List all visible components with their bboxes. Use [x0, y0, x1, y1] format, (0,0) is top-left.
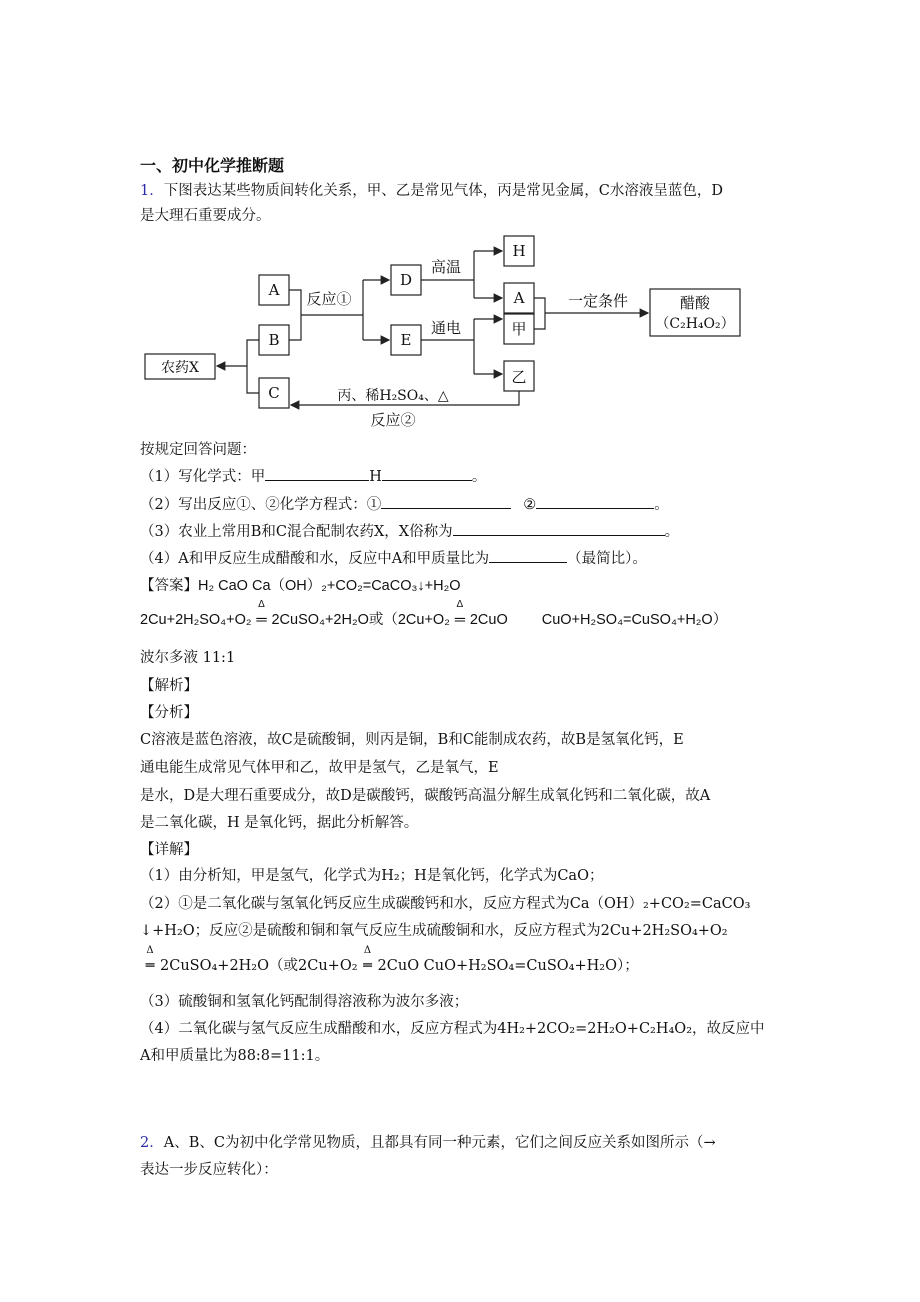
q1-number: 1． — [140, 183, 164, 199]
q1-prompt: 按规定回答问题： — [140, 442, 256, 458]
box-e-label: E — [400, 331, 412, 349]
box-jia-label: 甲 — [511, 320, 527, 338]
box-h-label: H — [512, 242, 526, 260]
blank-jia[interactable] — [265, 466, 369, 481]
answer-line-3: 波尔多液 11:1 — [140, 650, 236, 666]
q1-sub-4: （4）A和甲反应生成醋酸和水，反应中A和甲质量比为 （最简比）。 — [140, 548, 647, 569]
detail-4b: A和甲质量比为88:8=11:1。 — [140, 1048, 330, 1064]
box-c-label: C — [268, 384, 280, 402]
blank-h[interactable] — [382, 466, 472, 481]
label-electrolysis: 通电 — [430, 319, 462, 337]
q1-stem-line-2: 是大理石重要成分。 — [140, 208, 271, 224]
box-b-label: B — [268, 331, 280, 349]
detail-2c: Δ ═ 2CuSO₄+2H₂O（或2Cu+O₂ Δ ═ 2CuO CuO+H₂SO₄=CuSO₄+H₂O）； — [145, 945, 639, 974]
detail-2a: （2）①是二氧化碳与氢氧化钙反应生成碳酸钙和水，反应方程式为Ca（OH）₂+CO₂=CaCO₃ — [140, 896, 751, 912]
q1-sub-1: （1）写化学式：甲 H 。 — [140, 466, 486, 487]
box-yi-label: 乙 — [511, 368, 527, 386]
analysis-line-2: 通电能生成常见气体甲和乙，故甲是氢气，乙是氧气，E — [140, 760, 499, 776]
box-a-label: A — [268, 281, 280, 299]
analysis-header: 【解析】 — [140, 678, 198, 694]
label-reaction-2: 反应② — [370, 411, 416, 429]
reaction-diagram — [143, 234, 753, 434]
q1-stem-1: 下图表达某些物质间转化关系，甲、乙是常见气体，丙是常见金属，C水溶液呈蓝色，D — [163, 183, 723, 199]
detail-4a: （4）二氧化碳与氢气反应生成醋酸和水，反应方程式为4H₂+2CO₂=2H₂O+C₂H₄O₂，故反应中 — [140, 1021, 765, 1037]
box-acetic-acid-label: 醋酸 — [679, 294, 711, 312]
blank-reaction-2[interactable] — [536, 494, 654, 509]
box-pesticide-x-label: 农药X — [161, 360, 199, 376]
q1-stem-line-1 — [140, 181, 723, 201]
answer-line-2: 2Cu+2H₂SO₄+O₂ Δ ═ 2CuSO₄+2H₂O或（2Cu+O₂ Δ ═ 2CuO CuO+H₂SO₄=CuSO₄+H₂O） — [140, 599, 728, 628]
q2-stem-line-1: 2．A、B、C为初中化学常见物质，且都具有同一种元素，它们之间反应关系如图所示（→ — [140, 1135, 716, 1151]
blank-reaction-1[interactable] — [381, 494, 511, 509]
label-reaction-1: 反应① — [306, 290, 352, 308]
q2-stem-line-2: 表达一步反应转化）： — [140, 1162, 278, 1178]
label-high-temp: 高温 — [430, 258, 462, 276]
answer-line-1: 【答案】H₂ CaO Ca（OH）₂+CO₂=CaCO₃↓+H₂O — [140, 578, 461, 594]
analysis-line-1: C溶液是蓝色溶液，故C是硫酸铜，则丙是铜，B和C能制成农药，故B是氢氧化钙，E — [140, 732, 684, 748]
blank-mass-ratio[interactable] — [489, 548, 567, 563]
detail-2b: ↓+H₂O；反应②是硫酸和铜和氧气反应生成硫酸铜和水，反应方程式为2Cu+2H₂SO₄+O₂ — [140, 923, 728, 939]
detail-header: 【详解】 — [140, 842, 198, 858]
section-title: 一、初中化学推断题 — [140, 156, 285, 175]
acetic-acid-formula: （C₂H₄O₂） — [655, 316, 735, 332]
ab-bracket — [289, 290, 301, 340]
analysis-line-4: 是二氧化碳，H 是氧化钙，据此分析解答。 — [140, 815, 419, 831]
box-d-label: D — [399, 271, 413, 289]
q2-number: 2． — [140, 1135, 164, 1151]
analysis-line-3: 是水，D是大理石重要成分，故D是碳酸钙，碳酸钙高温分解生成氧化钙和二氧化碳，故A — [140, 788, 711, 804]
q1-sub-3: （3）农业上常用B和C混合配制农药X，X俗称为 。 — [140, 521, 679, 542]
q1-sub-2: （2）写出反应①、②化学方程式：① ② 。 — [140, 494, 669, 515]
blank-pesticide-name[interactable] — [453, 521, 665, 536]
bc-bracket — [247, 340, 259, 393]
fenxi-header: 【分析】 — [140, 705, 198, 721]
label-condition: 一定条件 — [567, 292, 629, 310]
a-jia-bracket — [534, 298, 545, 329]
box-a2-label: A — [513, 289, 525, 307]
detail-1: （1）由分析知，甲是氢气，化学式为H₂；H是氧化钙，化学式为CaO； — [140, 868, 604, 884]
label-bottom-reagents: 丙、稀H₂SO₄、△ — [337, 388, 449, 404]
detail-3: （3）硫酸铜和氢氧化钙配制得溶液称为波尔多液； — [140, 994, 469, 1010]
